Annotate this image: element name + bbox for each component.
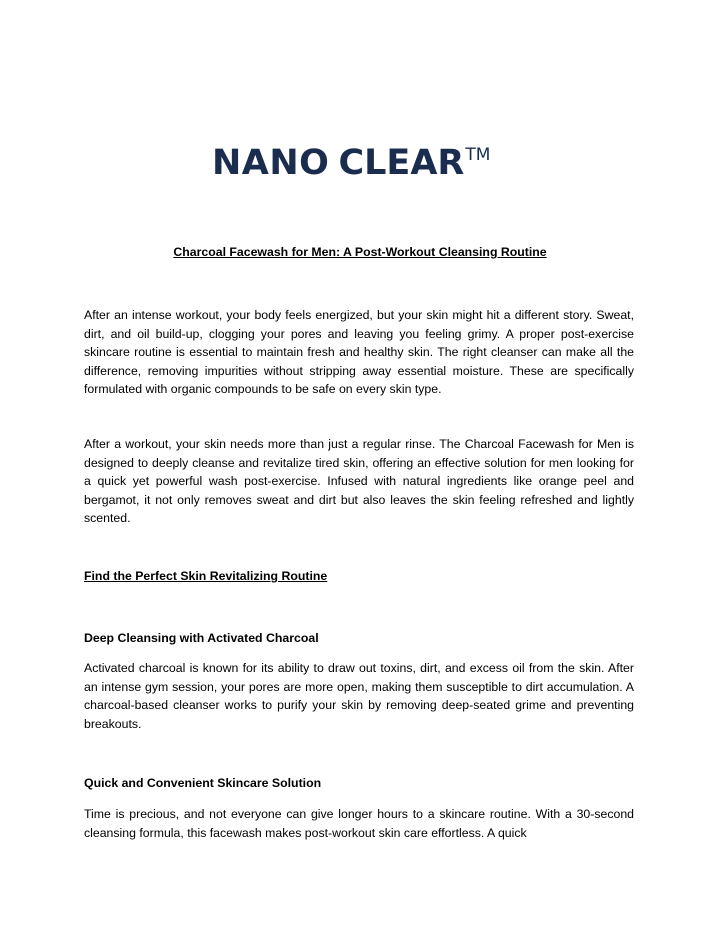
document-title: Charcoal Facewash for Men: A Post-Workout Cleansing Routine — [173, 245, 547, 259]
brand-logo — [212, 142, 512, 184]
section-heading: Find the Perfect Skin Revitalizing Routine — [84, 569, 328, 583]
intro-paragraph-1: After an intense workout, your body feels energized, but your skin might hit a different story. Sweat, dirt, and oil build-up, clogging your pores and leaving you feeling grimy. A proper post-exercise skincare routine is essential to maintain fresh and healthy skin. The right cleanser can make all the difference, removing impurities without stripping away essential moisture. These are specifically formulated with organic compounds to be safe on every skin type. — [84, 308, 634, 396]
subsection-body-charcoal: Activated charcoal is known for its ability to draw out toxins, dirt, and excess oil from the skin. After an intense gym session, your pores are more open, making them susceptible to dirt accumulation. A charcoal-based cleanser works to purify your skin by removing deep-seated grime and preventing breakouts. — [84, 661, 634, 731]
intro-paragraph-2: After a workout, your skin needs more than just a regular rinse. The Charcoal Facewash for Men is designed to deeply cleanse and revitalize tired skin, offering an effective solution for men looking for a quick yet powerful wash post-exercise. Infused with natural ingredients like orange peel and bergamot, it not only removes sweat and dirt but also leaves the skin feeling refreshed and lightly scented. — [84, 437, 634, 525]
logo-word-clear: CLEAR — [338, 143, 465, 183]
logo-word-nano: NANO — [212, 143, 330, 183]
subsection-body-quick: Time is precious, and not everyone can give longer hours to a skincare routine. With a 30-second cleansing formula, this facewash makes post-workout skin care effortless. A quick — [84, 807, 634, 840]
subsection-heading-quick: Quick and Convenient Skincare Solution — [84, 776, 322, 790]
subsection-heading-charcoal: Deep Cleansing with Activated Charcoal — [84, 631, 319, 645]
logo-trademark: TM — [465, 145, 491, 165]
